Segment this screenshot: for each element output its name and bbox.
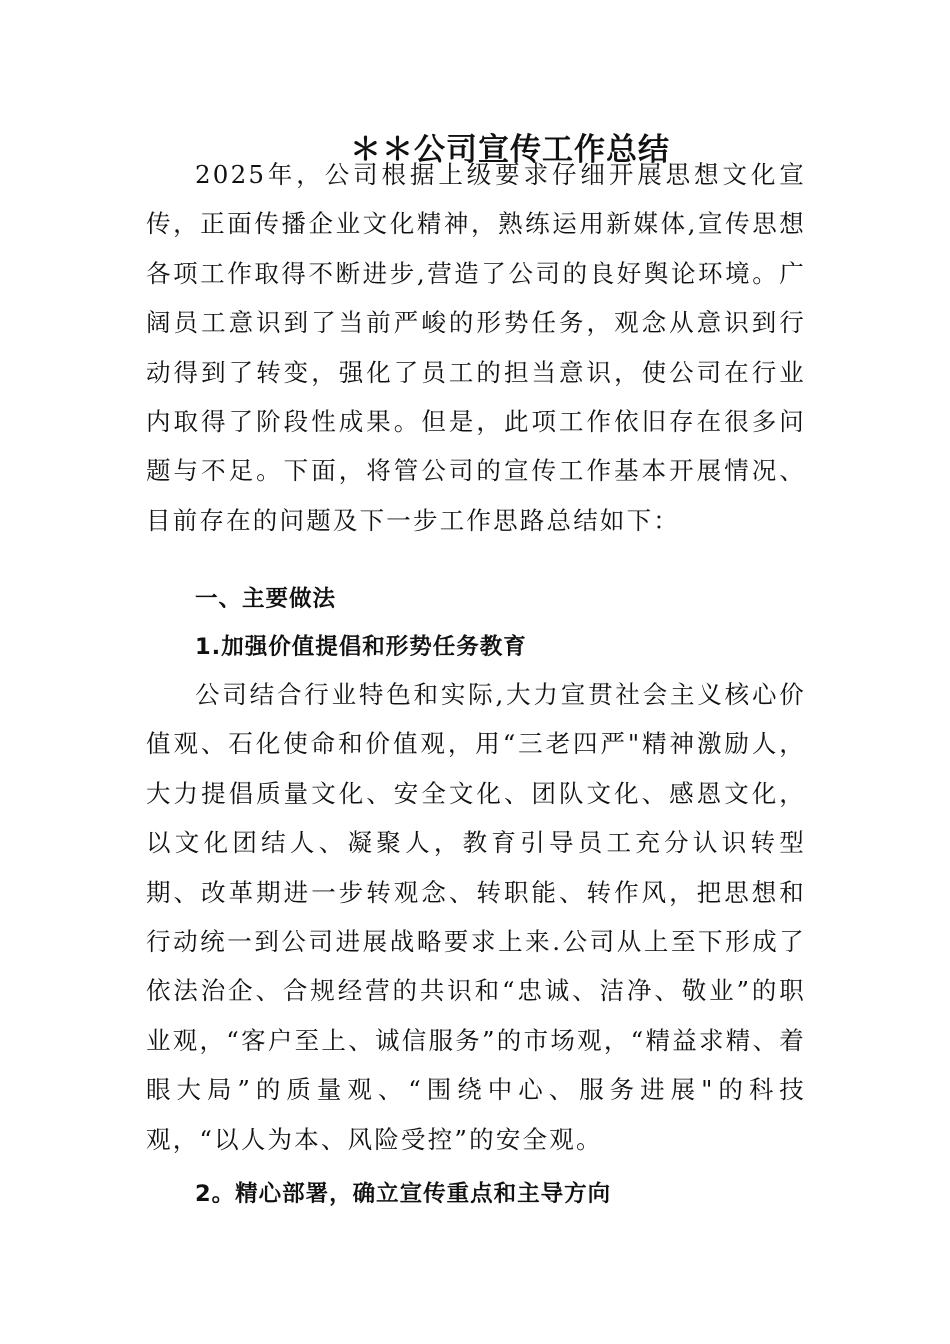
subsection-heading-deployment: 2。精心部署，确立宣传重点和主导方向 bbox=[195, 1181, 612, 1207]
subsection-heading-values-education: 1.加强价值提倡和形势任务教育 bbox=[195, 634, 527, 660]
intro-paragraph: 2025年，公司根据上级要求仔细开展思想文化宣传，正面传播企业文化精神，熟练运用新媒体,宣传思想各项工作取得不断进步,营造了公司的良好舆论环境。广阔员工意识到了当前严峻的形势任务，观念从意识到行动得到了转变，强化了员工的担当意识，使公司在行业内取得了阶段性成果。但是，此项工作依旧存在很多问题与不足。下面，将管公司的宣传工作基本开展情况、目前存在的问题及下一步工作思路总结如下： bbox=[146, 160, 806, 535]
values-education-paragraph: 公司结合行业特色和实际,大力宣贯社会主义核心价值观、石化使命和价值观，用“三老四严"精神激励人，大力提倡质量文化、安全文化、团队文化、感恩文化，以文化团结人、凝聚人，教育引导员工充分认识转型期、改革期进一步转观念、转职能、转作风，把思想和行动统一到公司进展战略要求上来.公司从上至下形成了依法治企、合规经营的共识和“忠诚、洁净、敬业”的职业观，“客户至上、诚信服务”的市场观，“精益求精、着眼大局”的质量观、“围绕中心、服务进展"的科技观，“以人为本、风险受控”的安全观。 bbox=[146, 680, 806, 1154]
section-heading-main-practices: 一、主要做法 bbox=[195, 586, 337, 612]
document-title: ＊＊公司宣传工作总结 bbox=[350, 132, 670, 168]
